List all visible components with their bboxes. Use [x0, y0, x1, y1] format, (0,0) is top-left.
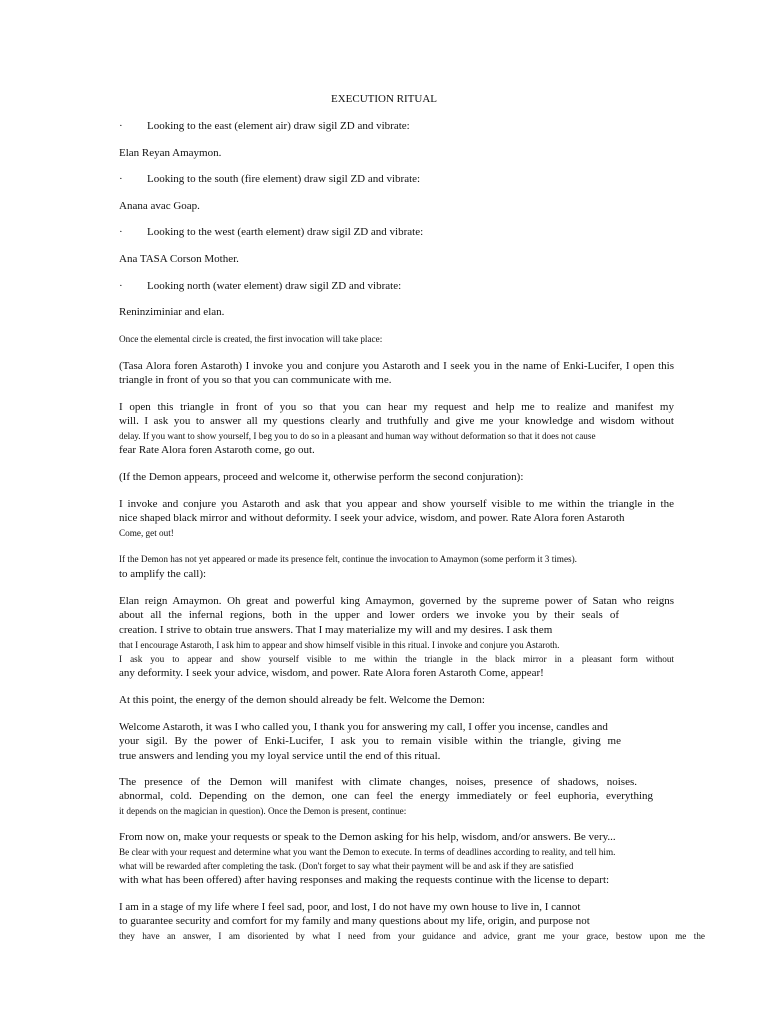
bullet-marker: ·: [119, 280, 123, 292]
bullet-marker: ·: [119, 173, 123, 185]
paragraph-line: I am in a stage of my life where I feel sad, poor, and lost, I do not have my own house to live in, I cannot: [119, 901, 581, 913]
paragraph-line: If the Demon has not yet appeared or made its presence felt, continue the invocation to Amaymon (some perform it 3 times).: [119, 554, 577, 564]
paragraph-line: your sigil. By the power of Enki-Lucifer, I ask you to remain visible within the triangle, giving me: [119, 735, 621, 747]
paragraph-line: to guarantee security and comfort for my family and many questions about my life, origin, and purpose not: [119, 915, 590, 927]
paragraph-line: Elan reign Amaymon. Oh great and powerful king Amaymon, governed by the supreme power of Satan who reigns: [119, 595, 674, 607]
bullet-marker: ·: [119, 120, 123, 132]
direction-east: Looking to the east (element air) draw sigil ZD and vibrate:: [147, 120, 410, 132]
paragraph-line: will. I ask you to answer all my questions clearly and truthfully and give me your knowledge and wisdom without: [119, 415, 674, 427]
paragraph-line: fear Rate Alora foren Astaroth come, go out.: [119, 444, 315, 456]
paragraph-line: about all the infernal regions, both in the upper and lower orders we invoke you by their seals of: [119, 609, 619, 621]
paragraph-line: (Tasa Alora foren Astaroth) I invoke you and conjure you Astaroth and I seek you in the name of Enki-Lucifer, I open this: [119, 360, 674, 372]
chant-north: Reninziminiar and elan.: [119, 306, 225, 318]
paragraph-line: delay. If you want to show yourself, I beg you to do so in a pleasant and human way without deformation so that it does not cause: [119, 431, 596, 441]
paragraph-line: abnormal, cold. Depending on the demon, one can feel the energy immediately or feel euphoria, everything: [119, 790, 653, 802]
chant-south: Anana avac Goap.: [119, 200, 200, 212]
paragraph-line: From now on, make your requests or speak to the Demon asking for his help, wisdom, and/or answers. Be very...: [119, 831, 616, 843]
paragraph-line: At this point, the energy of the demon should already be felt. Welcome the Demon:: [119, 694, 485, 706]
paragraph-line: nice shaped black mirror and without deformity. I seek your advice, wisdom, and power. Rate Alora foren Astaroth: [119, 512, 625, 524]
paragraph-line: Be clear with your request and determine what you want the Demon to execute. In terms of deadlines according to reality, and tell him.: [119, 847, 616, 857]
page-title: EXECUTION RITUAL: [330, 93, 437, 105]
bullet-marker: ·: [119, 226, 123, 238]
paragraph-line: with what has been offered) after having responses and making the requests continue with the license to depart:: [119, 874, 610, 886]
paragraph-line: I open this triangle in front of you so that you can hear my request and help me to realize and manifest my: [119, 401, 674, 413]
paragraph-line: triangle in front of you so that you can communicate with me.: [119, 374, 392, 386]
direction-west: Looking to the west (earth element) draw sigil ZD and vibrate:: [147, 226, 424, 238]
paragraph-line: true answers and lending you my loyal service until the end of this ritual.: [119, 750, 441, 762]
paragraph-line: I invoke and conjure you Astaroth and ask that you appear and show yourself visible to me within the triangle in the: [119, 498, 674, 510]
paragraph-line: The presence of the Demon will manifest with climate changes, noises, presence of shadows, noises.: [119, 776, 637, 788]
paragraph-line: what will be rewarded after completing the task. (Don't forget to say what their payment will be and ask if they are satisfied: [119, 861, 574, 871]
paragraph-line: it depends on the magician in question). Once the Demon is present, continue:: [119, 806, 407, 816]
paragraph-line: they have an answer, I am disoriented by what I need from your guidance and advice, grant me your grace, bestow upon me the: [119, 931, 705, 941]
direction-south: Looking to the south (fire element) draw sigil ZD and vibrate:: [147, 173, 421, 185]
chant-east: Elan Reyan Amaymon.: [119, 147, 222, 159]
paragraph-line: that I encourage Astaroth, I ask him to appear and show himself visible in this ritual. I invoke and conjure you Astaroth.: [119, 640, 560, 650]
paragraph-line: I ask you to appear and show yourself visible to me within the triangle in the black mirror in a pleasant form without: [119, 654, 674, 664]
chant-west: Ana TASA Corson Mother.: [119, 253, 239, 265]
paragraph-line: to amplify the call):: [119, 568, 207, 580]
direction-north: Looking north (water element) draw sigil ZD and vibrate:: [147, 280, 402, 292]
paragraph-line: Welcome Astaroth, it was I who called you, I thank you for answering my call, I offer you incense, candles and: [119, 721, 608, 733]
paragraph-line: Once the elemental circle is created, the first invocation will take place:: [119, 334, 383, 344]
paragraph-line: creation. I strive to obtain true answers. That I may materialize my will and my desires. I ask them: [119, 624, 553, 636]
paragraph-line: (If the Demon appears, proceed and welcome it, otherwise perform the second conjuration):: [119, 471, 524, 483]
paragraph-line: any deformity. I seek your advice, wisdom, and power. Rate Alora foren Astaroth Come, appear!: [119, 667, 544, 679]
paragraph-line: Come, get out!: [119, 528, 174, 538]
